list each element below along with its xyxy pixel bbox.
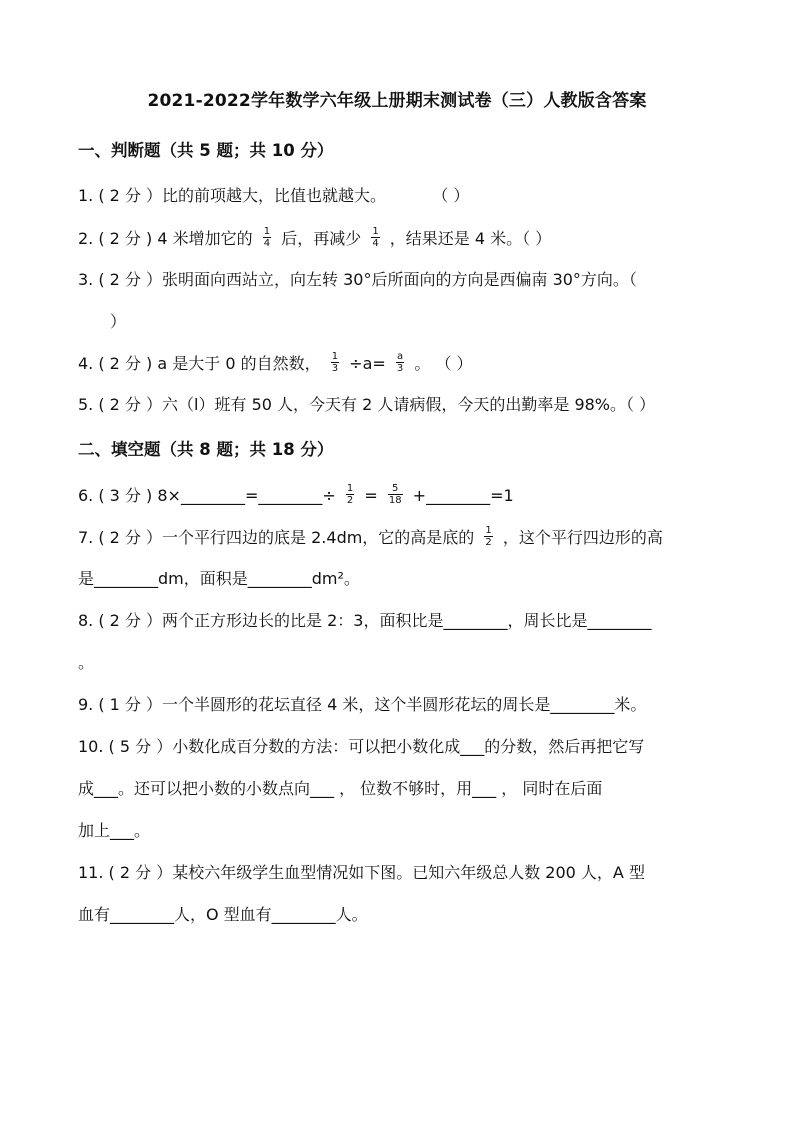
question-1-text: 1. ( 2 分 ）比的前项越大，比值也就越大。 [78, 186, 387, 205]
fraction-numerator: 5 [388, 483, 403, 495]
question-7-line-1 [78, 527, 663, 550]
question-4 [78, 353, 473, 376]
fraction-a-over-three [396, 351, 404, 374]
question-2 [78, 228, 551, 251]
fraction-five-eighteenths [388, 483, 403, 506]
section-heading-judgement: 一、判断题（共 5 题；共 10 分） [78, 141, 334, 160]
section-heading-fill-blank: 二、填空题（共 8 题；共 18 分） [78, 440, 334, 459]
question-2-text-c: ，结果还是 4 米。（ ） [389, 229, 552, 248]
fraction-denominator: 2 [485, 537, 492, 548]
question-8-line-1: 8. ( 2 分 ）两个正方形边长的比是 2：3，面积比是________，周长比是________ [78, 611, 652, 630]
fraction-one-quarter [371, 226, 379, 249]
page-title: 2021-2022学年数学六年级上册期末测试卷（三）人教版含答案 [147, 91, 647, 111]
fraction-denominator: 2 [346, 495, 354, 506]
question-2-text-a: 2. ( 2 分 ) 4 米增加它的 [78, 229, 253, 248]
question-4-text-c: 。 （ ） [414, 354, 473, 373]
question-4-text-b: ÷a= [349, 354, 386, 373]
question-10-line-2: 成___。还可以把小数的小数点向___ ， 位数不够时，用___ ， 同时在后面 [78, 779, 603, 798]
answer-paren: （ ） [432, 186, 470, 205]
question-9: 9. ( 1 分 ）一个半圆形的花坛直径 4 米，这个半圆形花坛的周长是________米。 [78, 695, 647, 714]
fraction-denominator: 3 [396, 363, 404, 374]
question-7-line-2: 是________dm，面积是________dm²。 [78, 569, 360, 588]
fraction-one-quarter [263, 226, 271, 249]
fraction-one-half [346, 483, 354, 506]
fraction-numerator: 1 [263, 226, 271, 237]
question-5: 5. ( 2 分 ）六（l）班有 50 人，今天有 2 人请病假，今天的出勤率是 98%。（ ） [78, 395, 656, 414]
fraction-numerator: 1 [346, 483, 354, 494]
fraction-numerator: 1 [331, 351, 339, 362]
question-7-text-b: ，这个平行四边形的高 [502, 528, 663, 547]
fraction-numerator: 1 [372, 226, 379, 237]
question-10-line-1: 10. ( 5 分 ）小数化成百分数的方法：可以把小数化成___的分数，然后再把它写 [78, 737, 645, 756]
question-3-line-2: ） [110, 312, 127, 331]
question-4-text-a: 4. ( 2 分 ) a 是大于 0 的自然数， [78, 354, 321, 373]
fraction-denominator: 18 [388, 495, 402, 506]
question-6-text-c: +________=1 [412, 486, 514, 505]
question-11-line-2: 血有________人，O 型血有________人。 [78, 905, 368, 924]
fraction-one-third [331, 351, 339, 374]
question-6 [78, 485, 514, 508]
question-6-text-b: = [364, 486, 378, 505]
question-1 [78, 186, 469, 206]
fraction-numerator: 1 [485, 525, 492, 536]
fraction-denominator: 4 [263, 238, 271, 249]
question-6-text-a: 6. ( 3 分 ) 8×________=________÷ [78, 486, 336, 505]
question-8-line-2: 。 [78, 653, 95, 672]
fraction-denominator: 3 [331, 363, 339, 374]
fraction-denominator: 4 [372, 238, 379, 249]
question-11-line-1: 11. ( 2 分 ）某校六年级学生血型情况如下图。已知六年级总人数 200 人，A 型 [78, 863, 645, 882]
fraction-numerator: a [397, 351, 404, 362]
question-10-line-3: 加上___。 [78, 821, 151, 840]
fraction-one-half [484, 525, 492, 548]
question-7-text-a: 7. ( 2 分 ）一个平行四边的底是 2.4dm，它的高是底的 [78, 528, 475, 547]
question-2-text-b: 后，再减少 [281, 229, 362, 248]
question-3-line-1: 3. ( 2 分 ）张明面向西站立，向左转 30°后所面向的方向是西偏南 30°方向。（ [78, 270, 637, 289]
